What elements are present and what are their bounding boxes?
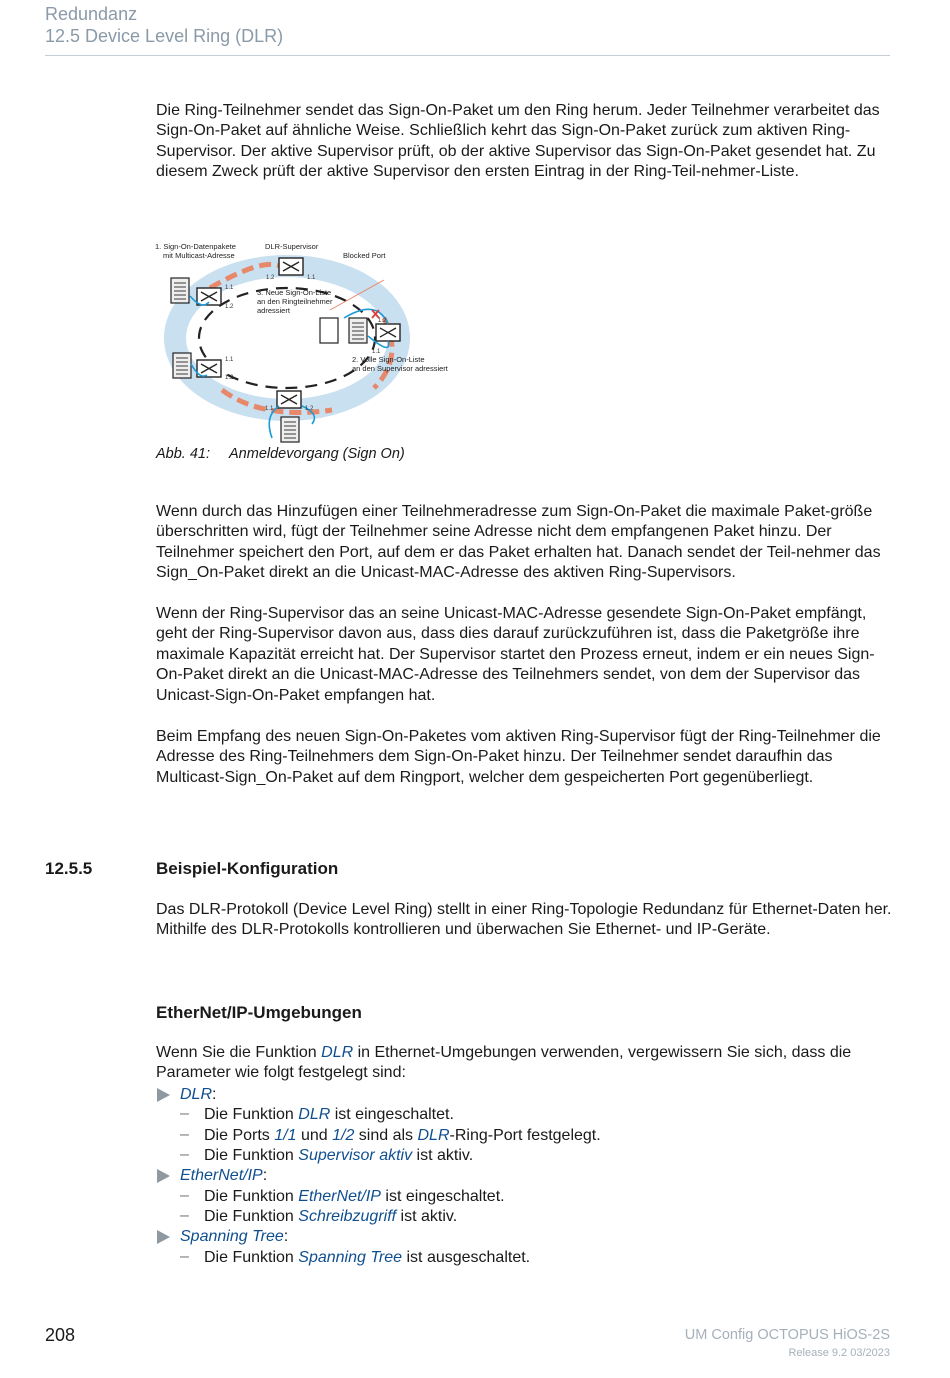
dash-bullet: – <box>180 1146 189 1163</box>
label-blocked-port: Blocked Port <box>343 251 386 260</box>
text: ist aktiv. <box>412 1147 474 1164</box>
label-sign-on-1: 1. Sign-On-Datenpakete <box>155 242 236 251</box>
switch-supervisor-icon <box>279 258 303 275</box>
header-section: 12.5 Device Level Ring (DLR) <box>45 26 284 46</box>
page-number: 208 <box>45 1325 76 1345</box>
port-label: 1.1 <box>225 285 234 291</box>
text: sind als <box>354 1127 418 1144</box>
list-subitem <box>204 1105 454 1125</box>
header-divider <box>45 55 890 56</box>
label-full-list-2: an den Supervisor adressiert <box>352 364 448 373</box>
dash-bullet: – <box>180 1105 189 1122</box>
paragraph-new-sign-on: Beim Empfang des neuen Sign-On-Paketes vom aktiven Ring-Supervisor fügt der Ring-Teilnehmer die Adresse des Ring-Teilnehmers dem Sign-On-Paket hinzu. Der Teilnehmer sendet daraufhin das Multicast-Sign_On-Paket auf dem Ringport, welcher dem gespeicherten Port gegenüberliegt. <box>156 728 881 786</box>
keyword: Spanning Tree <box>298 1249 403 1266</box>
label-full-list-1: 2. Volle Sign-On-Liste <box>352 355 425 364</box>
text: Die Funktion <box>204 1106 299 1123</box>
bullet-triangle-icon <box>157 1230 170 1244</box>
caption-number: Abb. 41: <box>156 446 211 462</box>
paragraph-unicast: Wenn der Ring-Supervisor das an seine Unicast-MAC-Adresse gesendete Sign-On-Paket empfängt, geht der Ring-Supervisor davon aus, dass dies darauf zurückzuführen ist, dass die Paketgröße ihre maximale Kapazität erreicht hat. Der Supervisor startet den Prozess erneut, indem er ein neues Sign-On-Paket direkt an die Unicast-MAC-Adresse des Teilnehmers sendet, von dem der Supervisor das Unicast-Sign-On-Paket empfangen hat. <box>156 605 875 704</box>
port-label: 1.1 <box>225 357 234 363</box>
caption-text: Anmeldevorgang (Sign On) <box>229 446 405 462</box>
keyword: EtherNet/IP <box>298 1188 381 1205</box>
device-list-icon-2 <box>173 353 191 378</box>
colon: : <box>262 1167 268 1184</box>
figure-caption <box>156 446 405 462</box>
text: Die Funktion <box>204 1147 299 1164</box>
device-list-icon-3 <box>281 417 299 442</box>
switch-bottom-icon <box>277 391 301 408</box>
port-label: 1.2 <box>378 318 387 324</box>
port-label: 1.1 <box>265 406 274 412</box>
list-item-ethernet-ip <box>180 1166 267 1186</box>
paragraph-max-size: Wenn durch das Hinzufügen einer Teilnehmeradresse zum Sign-On-Paket die maximale Paket-größe überschritten wird, fügt der Teilnehmer seine Adresse nicht dem empfangenen Paket hinzu. Der Teilnehmer speichert den Port, auf dem er das Paket erhalten hat. Danach sendet der Teil-nehmer das Sign_On-Paket direkt an die Unicast-MAC-Adresse des aktiven Ring-Supervisors. <box>156 503 881 582</box>
label-new-list-2: an den Ringteilnehmer <box>257 297 333 306</box>
intro-text: Wenn Sie die Funktion <box>156 1044 322 1061</box>
list-subitem <box>204 1146 473 1166</box>
text: ist ausgeschaltet. <box>402 1249 531 1266</box>
label-sign-on-2: mit Multicast-Adresse <box>163 251 235 260</box>
paragraph-dlr-protocol: Das DLR-Protokoll (Device Level Ring) stellt in einer Ring-Topologie Redundanz für Ethernet-Daten her. Mithilfe des DLR-Protokolls kontrollieren und überwachen Sie Ethernet- und IP-Geräte. <box>156 901 892 939</box>
keyword: Spanning Tree <box>180 1228 284 1245</box>
header-chapter: Redundanz <box>45 4 138 24</box>
colon: : <box>212 1086 217 1103</box>
switch-left-bottom-icon <box>197 360 221 377</box>
port-label: 1.2 <box>305 406 314 412</box>
section-number: 12.5.5 <box>45 859 93 878</box>
paragraph-sign-on-loop: Die Ring-Teilnehmer sendet das Sign-On-Paket um den Ring herum. Jeder Teilnehmer verarbeitet das Sign-On-Paket auf ähnliche Weise. Schließlich kehrt das Sign-On-Paket zurück zum aktiven Ring-Supervisor. Der aktive Supervisor prüft, ob der aktive Supervisor das Sign-On-Paket gesendet hat. Zu diesem Zweck prüft der aktive Supervisor den ersten Eintrag in der Ring-Teil-nehmer-Liste. <box>156 102 880 181</box>
keyword: DLR <box>417 1127 450 1144</box>
dash-bullet: – <box>180 1187 189 1204</box>
label-new-list-1: 3. Neue Sign-On-Liste <box>257 288 332 297</box>
colon: : <box>283 1228 289 1245</box>
switch-right-icon <box>376 324 400 341</box>
list-item-spanning-tree <box>180 1227 288 1247</box>
text: ist eingeschaltet. <box>380 1188 505 1205</box>
label-new-list-3: adressiert <box>257 306 290 315</box>
subsection-title: EtherNet/IP-Umgebungen <box>156 1003 362 1022</box>
device-list-icon-4 <box>320 318 338 343</box>
keyword-dlr: DLR <box>321 1044 354 1061</box>
intro-text: in Ethernet-Umgebungen verwenden, vergewissern Sie sich, dass die <box>353 1044 852 1061</box>
sign-on-diagram <box>152 238 472 448</box>
keyword: DLR <box>180 1086 213 1103</box>
keyword: EtherNet/IP <box>180 1167 263 1184</box>
keyword: 1/2 <box>332 1127 355 1144</box>
dash-bullet: – <box>180 1248 189 1265</box>
bullet-triangle-icon <box>157 1169 170 1183</box>
keyword: 1/1 <box>274 1127 297 1144</box>
port-label: 1.2 <box>225 304 234 310</box>
text: ist eingeschaltet. <box>330 1106 454 1123</box>
keyword: Schreibzugriff <box>298 1208 397 1225</box>
dash-bullet: – <box>180 1207 189 1224</box>
port-label: 1.2 <box>225 375 234 381</box>
port-label: 1.2 <box>266 275 275 281</box>
list-subitem <box>204 1126 601 1146</box>
dash-bullet: – <box>180 1126 189 1143</box>
text: Die Funktion <box>204 1188 299 1205</box>
device-list-icon-1 <box>171 278 189 303</box>
text: Die Funktion <box>204 1208 299 1225</box>
port-label: 1.1 <box>307 275 316 281</box>
label-supervisor: DLR-Supervisor <box>265 242 319 251</box>
bullet-triangle-icon <box>157 1088 170 1102</box>
paragraph-intro <box>156 1043 896 1084</box>
list-item-dlr <box>180 1085 216 1105</box>
running-header <box>45 3 283 47</box>
text: -Ring-Port festgelegt. <box>449 1127 601 1144</box>
keyword: DLR <box>298 1106 331 1123</box>
text: und <box>296 1127 333 1144</box>
text: Die Ports <box>204 1127 275 1144</box>
keyword: Supervisor aktiv <box>298 1147 413 1164</box>
text: ist aktiv. <box>396 1208 458 1225</box>
list-subitem <box>204 1207 457 1227</box>
footer-release: Release 9.2 03/2023 <box>788 1347 890 1359</box>
section-title: Beispiel-Konfiguration <box>156 859 339 878</box>
text: Die Funktion <box>204 1249 299 1266</box>
footer-doc-title: UM Config OCTOPUS HiOS-2S <box>684 1327 890 1343</box>
list-subitem <box>204 1187 505 1207</box>
device-list-icon-5 <box>349 318 367 343</box>
port-label: 1.1 <box>372 349 381 355</box>
list-subitem <box>204 1248 530 1268</box>
intro-text: Parameter wie folgt festgelegt sind: <box>156 1064 406 1082</box>
